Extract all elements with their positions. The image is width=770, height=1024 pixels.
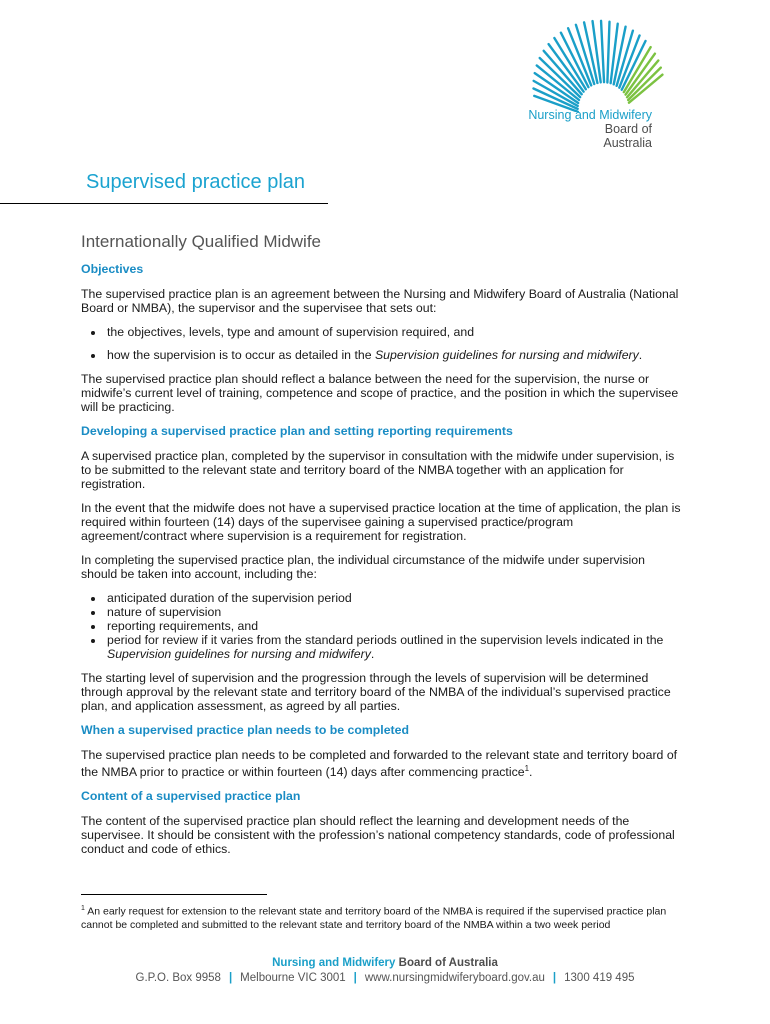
heading-when: When a supervised practice plan needs to be completed	[81, 723, 410, 737]
footer-org-blue: Nursing and Midwifery	[272, 957, 396, 969]
footer-separator: |	[552, 972, 557, 984]
list-item: • anticipated duration of the supervision period	[105, 591, 681, 605]
document-body	[81, 232, 681, 866]
logo-wordmark	[528, 108, 652, 150]
footer-po-box: G.P.O. Box 9958	[135, 972, 221, 984]
logo-line-2: Board of	[604, 122, 652, 136]
objectives-paragraph-2: The supervised practice plan should reflect a balance between the need for the supervision, the nurse or midwife’s current level of training, competence and scope of practice, and the position in which the supervisee will be practicing.	[81, 372, 679, 414]
page-footer	[0, 957, 770, 984]
heading-objectives: Objectives	[81, 262, 144, 276]
logo-ray	[601, 21, 604, 82]
logo-ray	[607, 22, 609, 83]
list-item	[105, 348, 681, 362]
circumstance-list	[81, 591, 681, 661]
footer-contact	[0, 972, 770, 984]
footnote-rule	[81, 894, 267, 895]
developing-paragraph-2: In the event that the midwife does not have a supervised practice location at the time of application, the plan is required within fourteen (14) days of the supervisee gaining a supervised practice/program agreement/contract where supervision is a requirement for registration.	[81, 501, 681, 543]
footer-website-link[interactable]: www.nursingmidwiferyboard.gov.au	[364, 972, 545, 984]
when-text: The supervised practice plan needs to be completed and forwarded to the relevant state and territory board of the NMBA prior to practice or within fourteen (14) days after commencing practice	[81, 748, 678, 780]
footer-org-name	[0, 957, 770, 969]
nmba-logo-icon	[528, 12, 668, 112]
list-item: • nature of supervision	[105, 605, 681, 619]
footnote-mark: 1	[81, 905, 85, 912]
footnote	[81, 902, 681, 932]
list-item-text: period for review if it varies from the standard periods outlined in the supervision levels indicated in the	[107, 633, 664, 647]
objectives-paragraph-1: The supervised practice plan is an agreement between the Nursing and Midwifery Board of Australia (National Board or NMBA), the supervisor and the supervisee that sets out:	[81, 287, 679, 315]
when-paragraph-1	[81, 748, 681, 779]
objectives-list	[81, 325, 681, 362]
list-item	[105, 633, 681, 661]
list-item-text: how the supervision is to occur as detailed in the	[107, 348, 375, 362]
footer-separator: |	[228, 972, 233, 984]
heading-content: Content of a supervised practice plan	[81, 789, 301, 804]
guidelines-reference: Supervision guidelines for nursing and midwifery	[374, 348, 639, 362]
heading-developing: Developing a supervised practice plan and setting reporting requirements	[81, 424, 513, 438]
title-rule	[0, 203, 328, 204]
logo-line-3: Australia	[603, 136, 652, 150]
footer-phone: 1300 419 495	[564, 972, 635, 984]
logo-ray	[593, 21, 601, 82]
list-item: • the objectives, levels, type and amount of supervision required, and	[105, 325, 681, 339]
document-subtitle: Internationally Qualified Midwife	[81, 232, 322, 251]
content-paragraph-1: The content of the supervised practice plan should reflect the learning and development needs of the supervisee. It should be consistent with the profession’s national competency standards, code of professional conduct and code of ethics.	[81, 814, 675, 857]
footer-separator: |	[353, 972, 357, 984]
list-item-end: .	[370, 647, 375, 661]
developing-paragraph-1: A supervised practice plan, completed by the supervisor in consultation with the midwife under supervision, is to be submitted to the relevant state and territory board of the NMBA together with an application for registration.	[81, 449, 675, 491]
list-item: • reporting requirements, and	[105, 619, 681, 633]
developing-paragraph-3: In completing the supervised practice plan, the individual circumstance of the midwife under supervision should be taken into account, including the:	[81, 553, 645, 581]
footer-city: Melbourne VIC 3001	[240, 972, 346, 984]
guidelines-reference: Supervision guidelines for nursing and midwifery	[107, 647, 371, 661]
page-title: Supervised practice plan	[86, 171, 306, 193]
footnote-text: An early request for extension to the relevant state and territory board of the NMBA is required if the supervised practice plan cannot be completed and submitted to the relevant state and territory board of the NMBA within a two week period	[81, 905, 667, 931]
when-text-end: .	[529, 765, 533, 780]
logo-line-1: Nursing and Midwifery	[528, 108, 652, 122]
footer-org-rest: Board of Australia	[395, 957, 498, 969]
footnote-reference[interactable]: 1	[524, 764, 530, 773]
developing-paragraph-4: The starting level of supervision and the progression through the levels of supervision will be determined through approval by the relevant state and territory board of the NMBA of the individual’s supervised practice plan, and application assessment, as agreed by all parties.	[81, 671, 671, 713]
list-item-end: .	[638, 348, 643, 362]
nmba-logo	[508, 12, 668, 152]
